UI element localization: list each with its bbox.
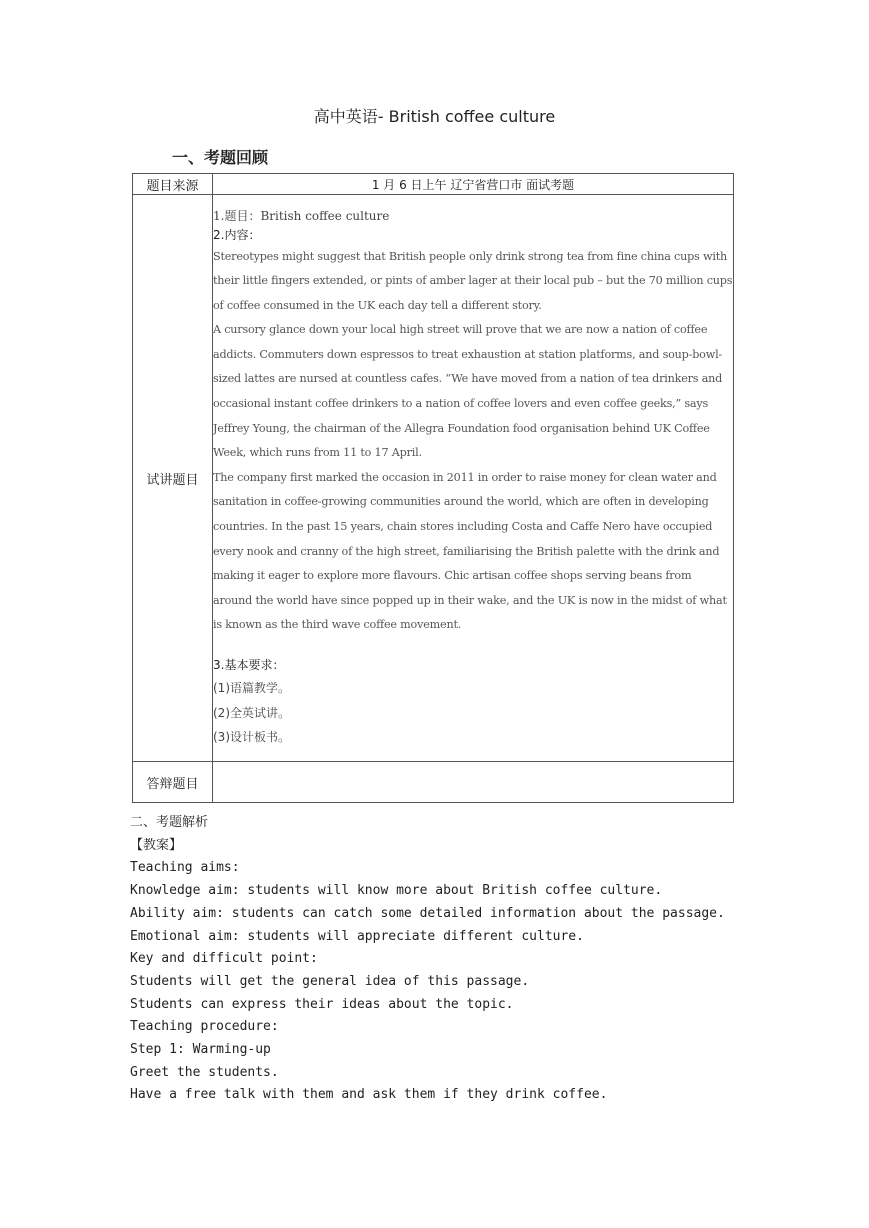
section-heading-review: 一、考题回顾: [172, 148, 269, 167]
analysis-line: Ability aim: students can catch some detailed information about the passage.: [130, 905, 725, 921]
answer-value: [213, 762, 734, 803]
requirements-label: 3.基本要求：: [213, 658, 285, 672]
page-title: 高中英语- British coffee culture: [313, 107, 556, 126]
analysis-section: [130, 812, 725, 1107]
passage-paragraph-2: A cursory glance down your local high street will prove that we are now a nation of coffee addicts. Commuters down espressos to treat exhaustion at station platforms, and soup-bowl-sized lattes are nursed at countless cafes. “We have moved from a nation of tea drinkers and occasional instant coffee drinkers to a nation of coffee lovers and even coffee geeks,” says Jeffrey Young, the chairman of the Allegra Foundation food organisation behind UK Coffee Week, which runs from 11 to 17 April.: [213, 323, 723, 460]
analysis-line: Emotional aim: students will appreciate different culture.: [130, 928, 584, 944]
topic-line: 1.题目：British coffee culture: [213, 208, 390, 223]
analysis-line: Knowledge aim: students will know more about British coffee culture.: [130, 883, 663, 899]
lesson-plan-label: 【教案】: [130, 837, 183, 853]
analysis-heading: 二、考题解析: [130, 815, 209, 830]
table-row-source: [133, 174, 734, 195]
analysis-line: Step 1: Warming-up: [130, 1042, 271, 1058]
table-row-answer: [133, 762, 734, 803]
analysis-line: Students will get the general idea of this passage.: [130, 973, 530, 989]
requirement-item: (2)全英试讲。: [213, 705, 290, 720]
analysis-line: Key and difficult point:: [130, 951, 318, 967]
requirement-item: (3)设计板书。: [213, 730, 290, 744]
exam-info-table: [132, 173, 734, 803]
content-label: 2.内容：: [213, 227, 261, 242]
answer-label: 答辩题目: [133, 762, 213, 803]
source-label: 题目来源: [133, 174, 213, 195]
lecture-label: 试讲题目: [133, 195, 213, 762]
analysis-line: Students can express their ideas about the topic.: [130, 996, 514, 1012]
passage: [213, 245, 733, 639]
analysis-line: Greet the students.: [130, 1064, 279, 1080]
analysis-line: Have a free talk with them and ask them if they drink coffee.: [130, 1087, 608, 1103]
lecture-content: [213, 195, 734, 762]
source-value: 1 月 6 日上午 辽宁省营口市 面试考题: [213, 174, 734, 195]
table-row-lecture: [133, 195, 734, 762]
passage-paragraph-3: The company first marked the occasion in 2011 in order to raise money for clean water and sanitation in coffee-growing communities around the world, which are often in developing countries. In the past 15 years, chain stores including Costa and Caffe Nero have occupied every nook and cranny of the high street, familiarising the British palette with the drink and making it eager to explore more flavours. Chic artisan coffee shops serving beans from around the world have since popped up in their wake, and the UK is now in the midst of what is known as the third wave coffee movement.: [213, 470, 727, 632]
passage-paragraph-1: Stereotypes might suggest that British people only drink strong tea from fine china cups with their little fingers extended, or pints of amber lager at their local pub – but the 70 million cups of coffee consumed in the UK each day tell a different story.: [213, 249, 733, 312]
analysis-line: Teaching procedure:: [130, 1019, 279, 1035]
analysis-line: Teaching aims:: [130, 860, 240, 876]
requirement-item: (1)语篇教学。: [213, 681, 290, 695]
